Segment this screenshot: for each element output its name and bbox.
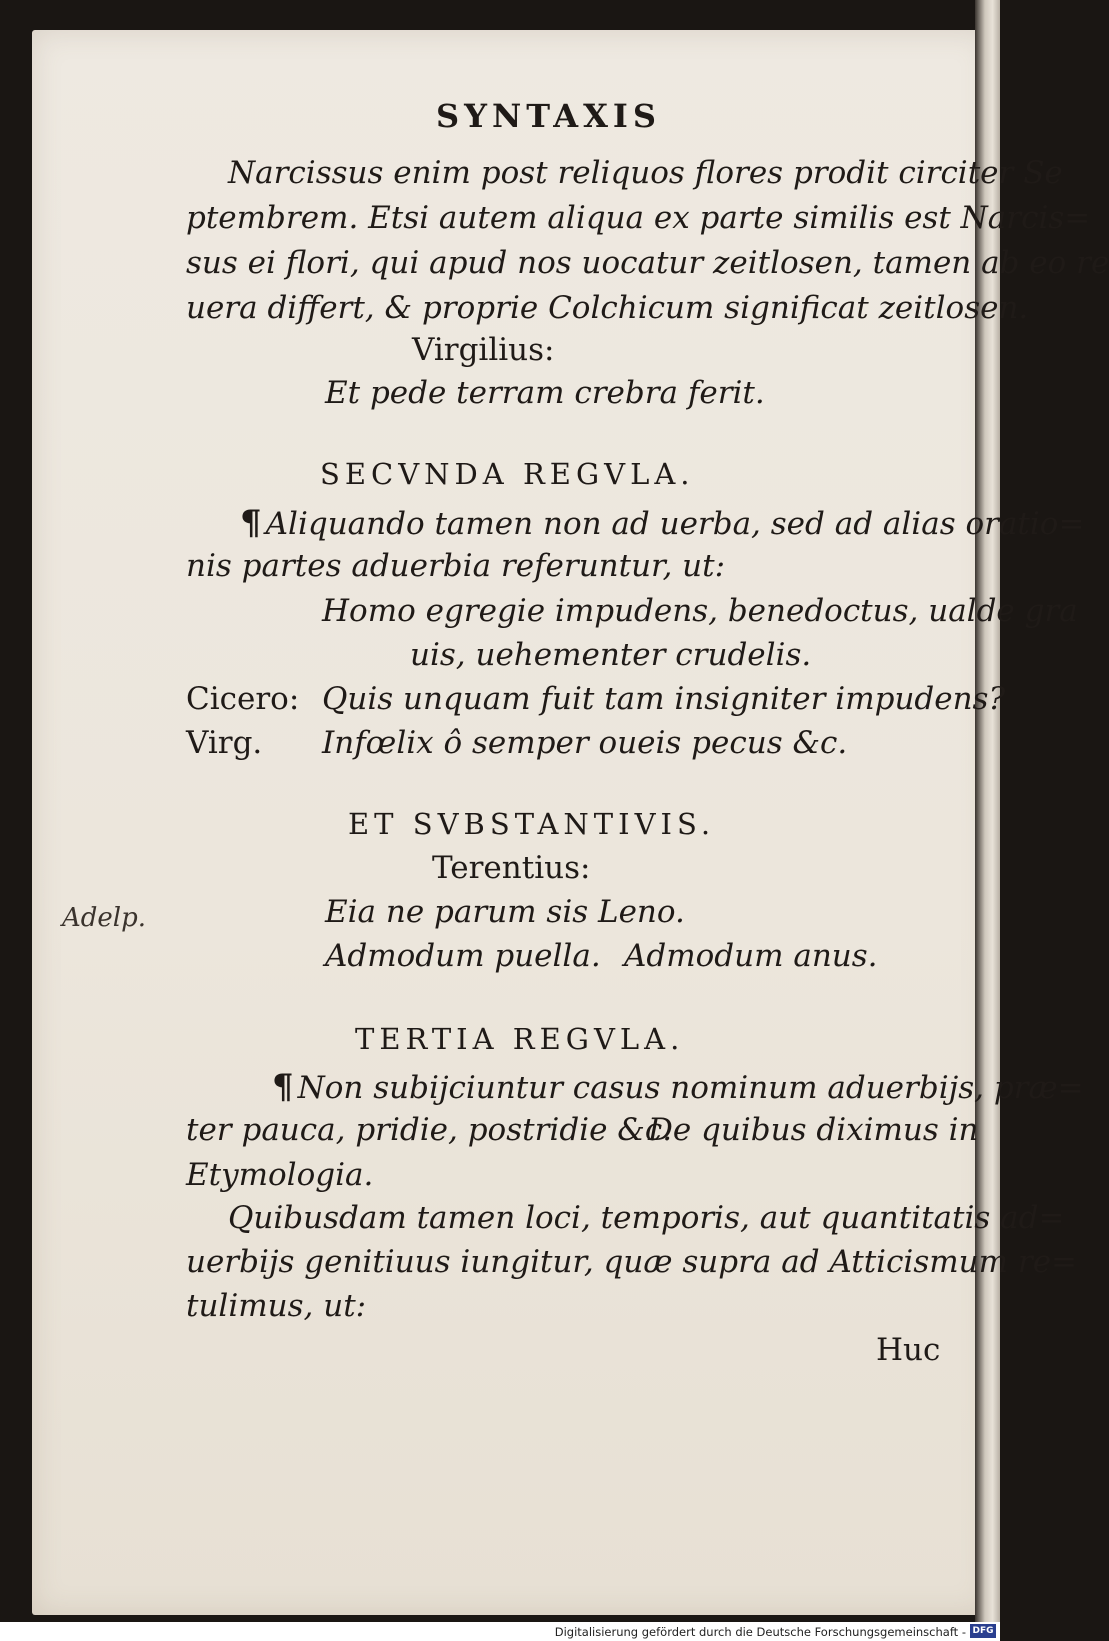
pilcrow-mark: ¶ [240,503,262,543]
pilcrow-mark: ¶ [272,1067,294,1107]
body-line: tulimus, ut: [186,1288,367,1324]
citation-text: Infœlix ô semper oueis pecus &c. [322,725,848,761]
body-line [240,503,1085,543]
body-line: sus ei flori, qui apud nos uocatur zeitlosen, tamen ab eo re [186,245,1109,281]
quote-author: Terentius: [432,850,591,886]
body-line: ter pauca, pridie, postridie &c. [186,1112,673,1148]
body-line-text: Non subijciuntur casus nominum aduerbijs, præ= [297,1070,1084,1106]
dfg-logo: DFG [970,1624,996,1638]
citation-text: Quis unquam fuit tam insigniter impudens? [322,681,1006,717]
example-line: Eia ne parum sis Leno. [325,894,685,930]
citation-label: Virg. [186,725,263,761]
catchword: Huc [876,1332,941,1368]
body-line: ptembrem. Etsi autem aliqua ex parte similis est Narcis= [186,200,1091,236]
body-line: Quibusdam tamen loci, temporis, aut quantitatis ad= [228,1200,1065,1236]
example-line: Admodum puella. [325,938,601,974]
footer-credit: Digitalisierung gefördert durch die Deutsche Forschungsgemeinschaft - [554,1625,966,1639]
example-line: Homo egregie impudens, benedoctus, ualde gra [322,593,1078,629]
body-line: De quibus diximus in [648,1112,979,1148]
margin-note: Adelp. [62,903,147,933]
quote-line: Et pede terram crebra ferit. [325,375,765,411]
body-line: uera differt, & proprie Colchicum significat zeitlosen. [186,290,1029,326]
body-line: Etymologia. [186,1157,374,1193]
footer-bar [0,1622,1000,1641]
body-line: Narcissus enim post reliquos flores prodit circiter Se [228,155,1063,191]
body-line [272,1067,1084,1107]
running-title: SYNTAXIS [436,97,661,135]
body-line: uerbijs genitiuus iungitur, quæ supra ad Atticismum re= [186,1244,1078,1280]
quote-author: Virgilius: [412,332,555,368]
body-line-text: Aliquando tamen non ad uerba, sed ad alias oratio= [265,506,1085,542]
section-heading: SECVNDA REGVLA. [320,457,695,491]
section-heading: ET SVBSTANTIVIS. [348,807,716,841]
body-line: nis partes aduerbia referuntur, ut: [186,548,726,584]
example-line: uis, uehementer crudelis. [410,637,812,673]
example-line: Admodum anus. [624,938,878,974]
page-edge [975,0,1000,1622]
citation-label: Cicero: [186,681,300,717]
section-heading: TERTIA REGVLA. [355,1022,685,1056]
